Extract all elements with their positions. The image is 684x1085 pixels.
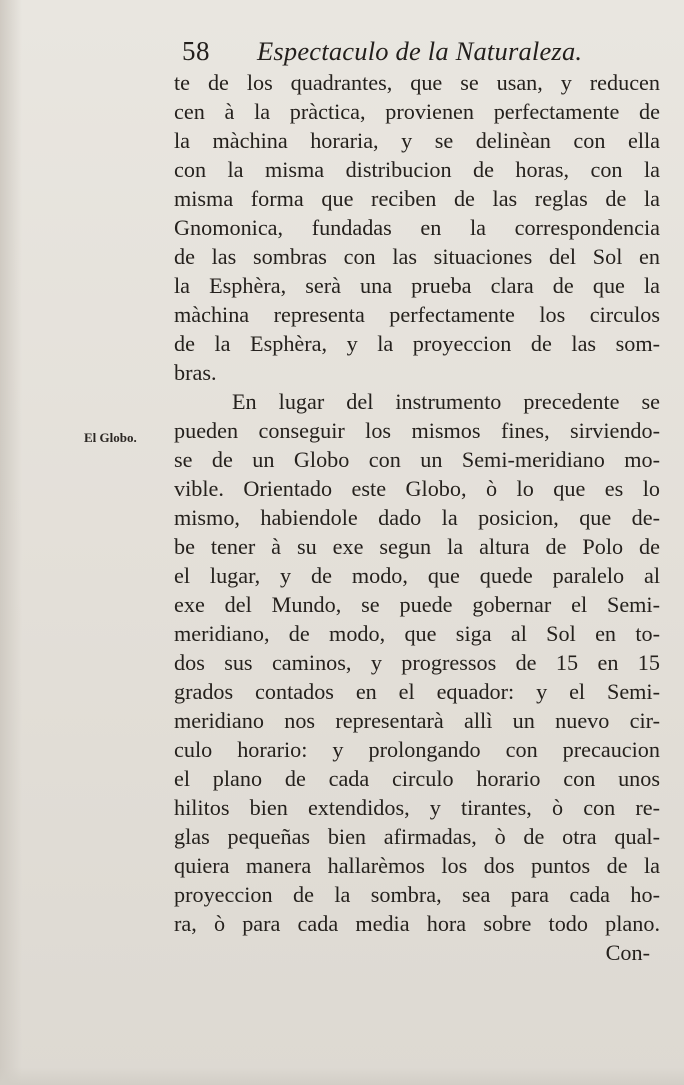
text-line: te de los quadrantes, que se usan, y reducen [174, 70, 660, 95]
text-line: proyeccion de la sombra, sea para cada ho- [174, 882, 660, 907]
text-line: meridiano nos representarà allì un nuevo cir- [174, 708, 660, 733]
text-line: dos sus caminos, y progressos de 15 en 15 [174, 650, 660, 675]
text-line: glas pequeñas bien afirmadas, ò de otra qual- [174, 824, 660, 849]
text-line: de la Esphèra, y la proyeccion de las som- [174, 331, 660, 356]
text-line: se de un Globo con un Semi-meridiano mo- [174, 447, 660, 472]
page-header [182, 36, 602, 70]
text-line: la Esphèra, serà una prueba clara de que la [174, 273, 660, 298]
text-line: culo horario: y prolongando con precaucion [174, 737, 660, 762]
catchword: Con- [605, 940, 650, 965]
text-line: misma forma que reciben de las reglas de la [174, 186, 660, 211]
text-line: cen à la pràctica, provienen perfectamente de [174, 99, 660, 124]
running-title: Espectaculo de la Naturaleza. [257, 36, 583, 66]
text-line: con la misma distribucion de horas, con la [174, 157, 660, 182]
page-bottom-edge [0, 1067, 684, 1085]
text-line: pueden conseguir los mismos fines, sirviendo- [174, 418, 660, 443]
text-line: quiera manera hallarèmos los dos puntos de la [174, 853, 660, 878]
text-line-paragraph-start: En lugar del instrumento precedente se [232, 389, 660, 414]
text-line: vible. Orientado este Globo, ò lo que es lo [174, 476, 660, 501]
text-line: exe del Mundo, se puede gobernar el Semi- [174, 592, 660, 617]
text-line: be tener à su exe segun la altura de Polo de [174, 534, 660, 559]
text-line: la màchina horaria, y se delinèan con ella [174, 128, 660, 153]
margin-note: El Globo. [84, 430, 137, 445]
text-line: bras. [174, 360, 217, 385]
text-line: hilitos bien extendidos, y tirantes, ò con re- [174, 795, 660, 820]
text-line: el lugar, y de modo, que quede paralelo al [174, 563, 660, 588]
text-line: de las sombras con las situaciones del Sol en [174, 244, 660, 269]
page-gutter-shadow [0, 0, 22, 1085]
body-text [174, 68, 660, 938]
text-line: mismo, habiendole dado la posicion, que de- [174, 505, 660, 530]
page-number: 58 [182, 36, 210, 66]
text-line: grados contados en el equador: y el Semi- [174, 679, 660, 704]
text-line: el plano de cada circulo horario con unos [174, 766, 660, 791]
text-line: meridiano, de modo, que siga al Sol en to- [174, 621, 660, 646]
text-line: màchina representa perfectamente los circulos [174, 302, 660, 327]
text-line: Gnomonica, fundadas en la correspondencia [174, 215, 660, 240]
text-line: ra, ò para cada media hora sobre todo plano. [174, 911, 660, 936]
